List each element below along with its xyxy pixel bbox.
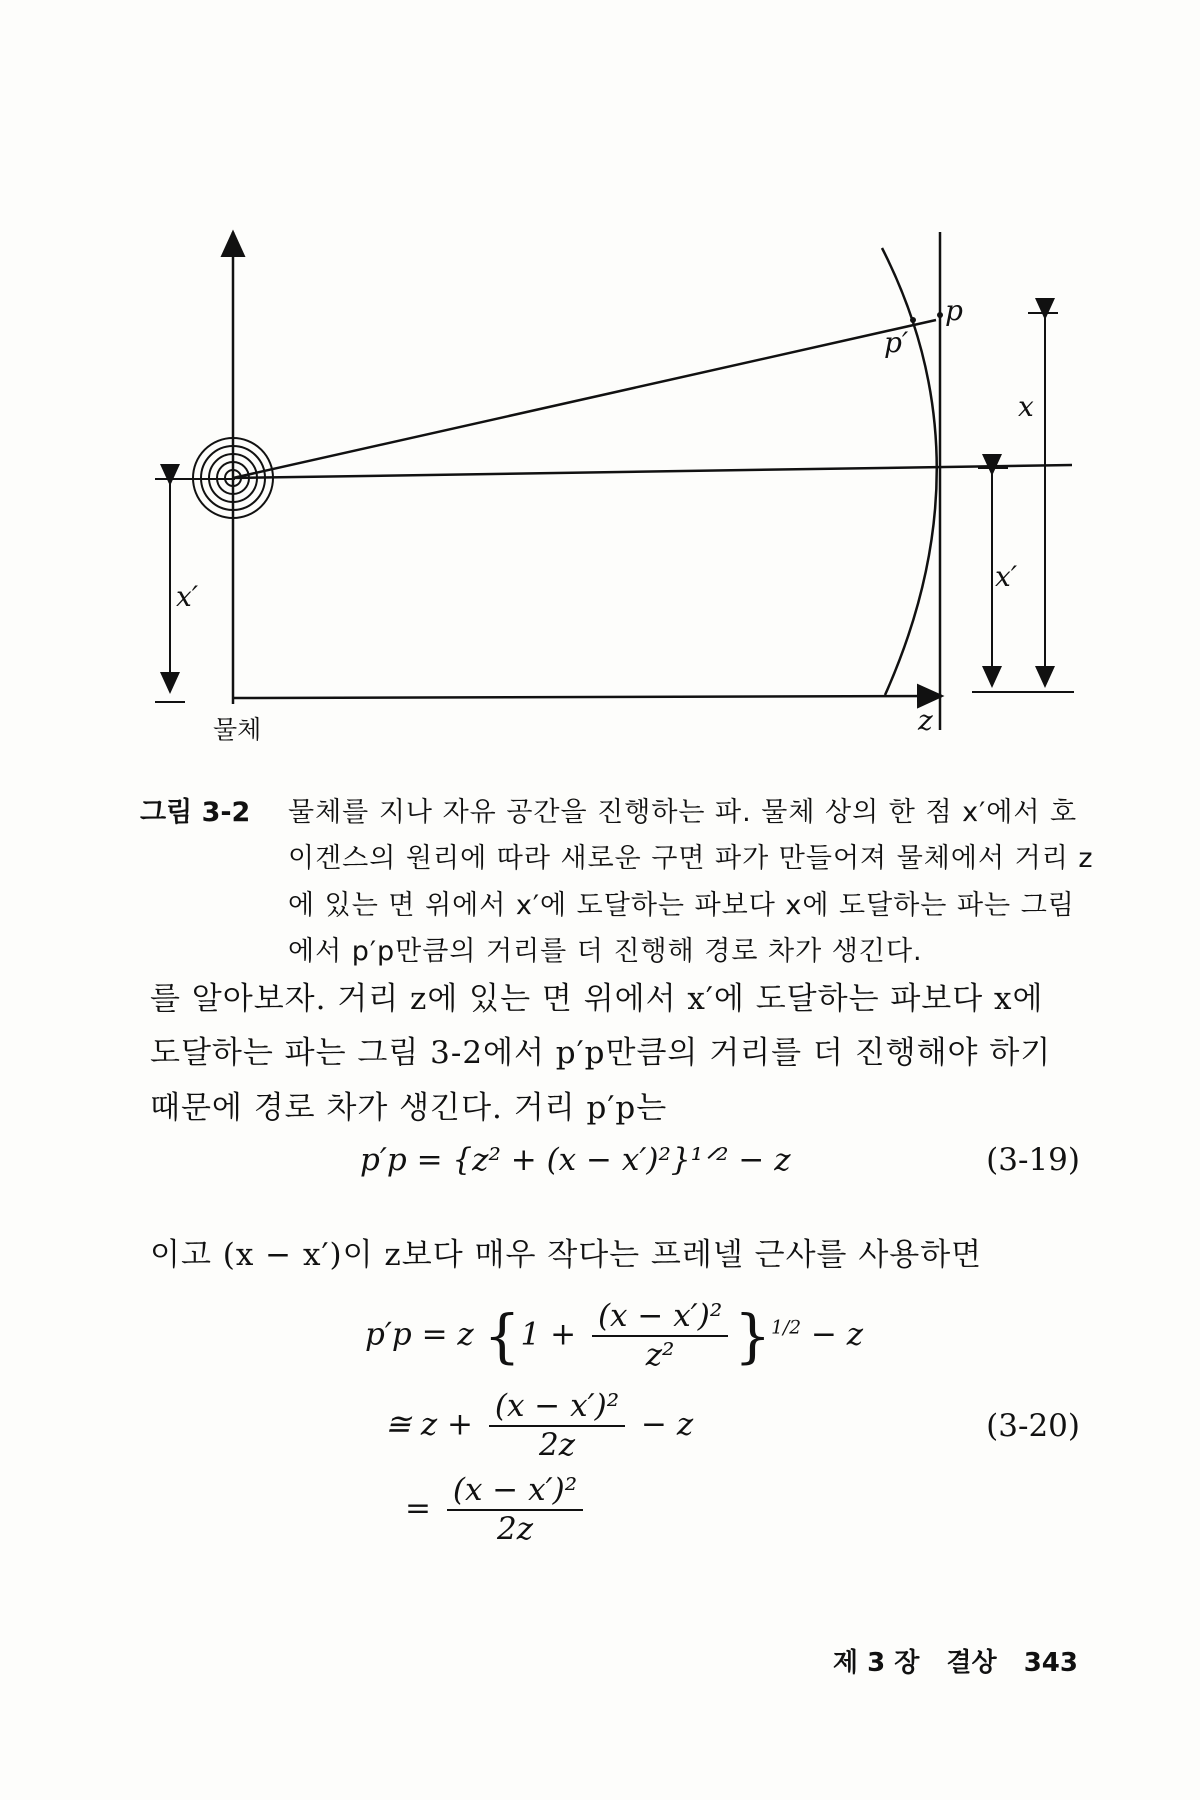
paragraph-1: 를 알아보자. 거리 z에 있는 면 위에서 x′에 도달하는 파보다 x에 도달하는 파는 그림 3-2에서 p′p만큼의 거리를 더 진행해야 하기 때문에 경로 차가 생긴다. 거리 p′p는 xyxy=(150,981,1052,1126)
point-p xyxy=(937,312,943,318)
equation-3-20 xyxy=(150,1290,1080,1550)
label-x-right: x xyxy=(1018,390,1034,423)
caption-text: 물체를 지나 자유 공간을 진행하는 파. 물체 상의 한 점 x′에서 호이겐스의 원리에 따라 새로운 구면 파가 만들어져 물체에서 거리 z에 있는 면 위에서 x′에 도달하는 파보다 x에 도달하는 파는 그림에서 p′p만큼의 거리를 더 진행해 경로 차가 생긴다. xyxy=(288,797,1094,968)
footer-chapter: 제 3 장 xyxy=(832,1648,920,1678)
eq20-l1-fraction xyxy=(592,1298,728,1374)
eq20-l1-tail: − z xyxy=(810,1316,864,1353)
eq20-l1-den: z² xyxy=(645,1337,675,1374)
wavefront-arc xyxy=(882,248,937,695)
eq20-l2-den: 2z xyxy=(538,1427,576,1464)
close-brace: } xyxy=(734,1302,772,1371)
equation-3-19-number: (3-19) xyxy=(986,1142,1080,1178)
eq20-l2-num: (x − x′)² xyxy=(489,1388,625,1427)
equation-3-20-line-3 xyxy=(405,1472,589,1548)
label-x-prime-left: x′ xyxy=(176,580,199,613)
label-object: 물체 xyxy=(213,715,262,744)
point-p-prime xyxy=(910,317,916,323)
figure-caption xyxy=(140,790,1100,976)
page-footer xyxy=(815,1642,1078,1679)
z-axis xyxy=(233,696,942,698)
right-x-dimension xyxy=(972,313,1074,692)
paragraph-2: 이고 (x − x′)이 z보다 매우 작다는 프레넬 근사를 사용하면 xyxy=(150,1237,983,1273)
eq20-l2-tail: − z xyxy=(641,1406,694,1443)
eq20-l3-fraction xyxy=(447,1472,583,1548)
equation-3-20-line-2 xyxy=(385,1388,693,1464)
caption-label: 그림 3-2 xyxy=(140,797,251,828)
equation-3-20-number: (3-20) xyxy=(986,1408,1080,1444)
horizontal-ray xyxy=(233,465,1072,478)
figure-3-2 xyxy=(0,0,1200,760)
equation-3-19 xyxy=(150,1142,1080,1202)
open-brace: { xyxy=(483,1302,521,1371)
eq20-l3-lhs: = xyxy=(405,1490,431,1527)
eq20-l3-num: (x − x′)² xyxy=(447,1472,583,1511)
footer-page-number: 343 xyxy=(1023,1648,1078,1678)
equation-3-19-body: p′p = {z² + (x − x′)²}¹ᐟ² − z xyxy=(360,1142,791,1178)
ray-to-p xyxy=(233,320,936,478)
label-p-prime: p′ xyxy=(884,326,909,359)
equation-3-20-line-1 xyxy=(365,1298,863,1374)
footer-title: 결상 xyxy=(946,1648,997,1678)
eq20-l2-fraction xyxy=(489,1388,625,1464)
eq20-l2-lhs: ≅ z + xyxy=(385,1406,473,1443)
eq20-l3-den: 2z xyxy=(496,1511,534,1548)
label-z: z xyxy=(918,704,933,737)
eq20-l1-exponent: 1/2 xyxy=(771,1317,802,1339)
eq20-l1-lhs: p′p = z xyxy=(365,1316,474,1353)
label-p: p xyxy=(945,294,963,327)
label-x-prime-right: x′ xyxy=(995,560,1018,593)
eq20-l1-one-plus: 1 + xyxy=(520,1316,577,1353)
eq20-l1-num: (x − x′)² xyxy=(592,1298,728,1337)
